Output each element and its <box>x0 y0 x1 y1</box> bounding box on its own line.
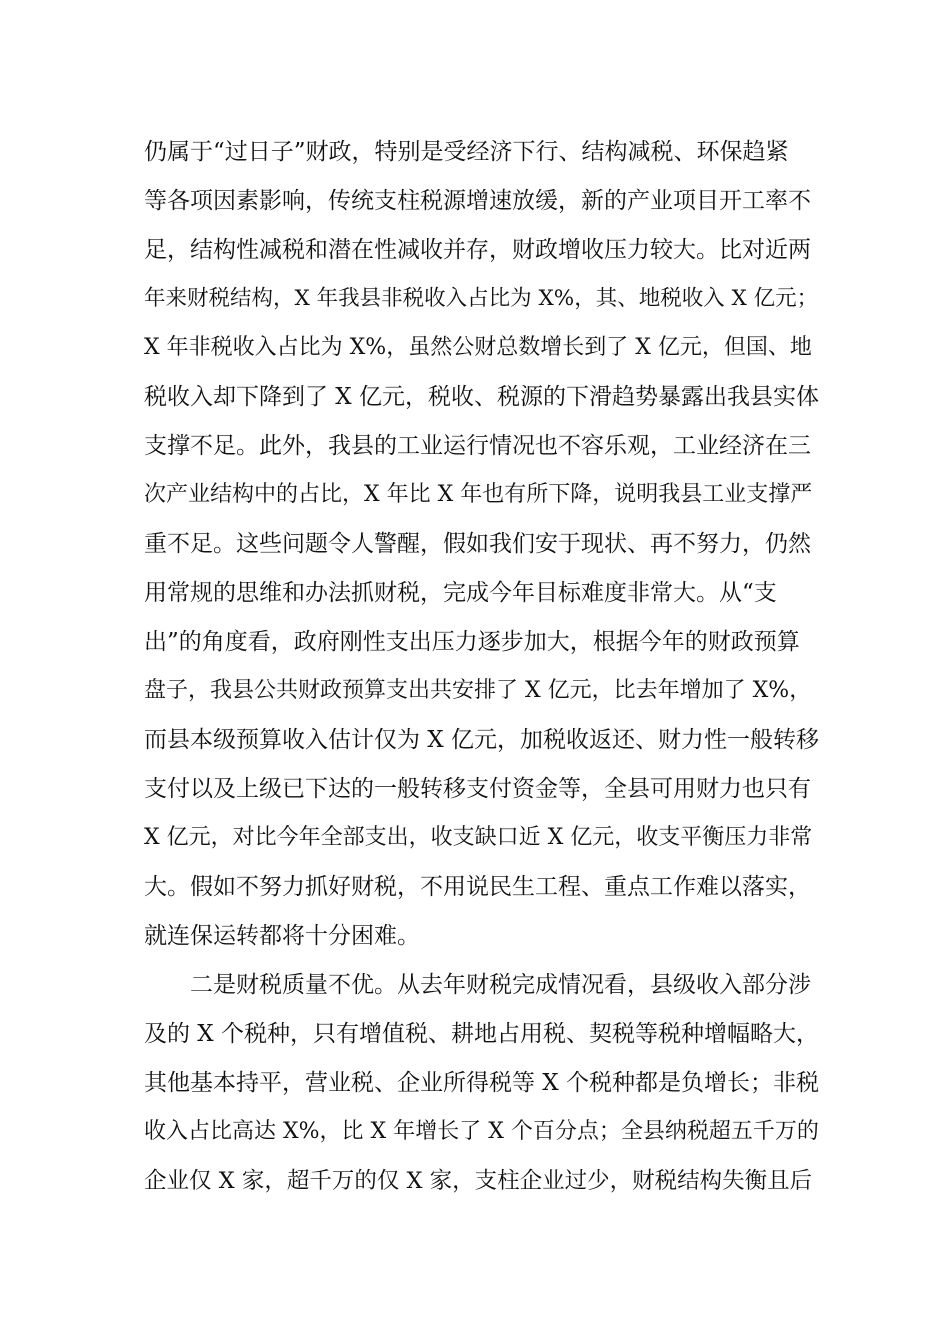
body-line: 大。假如不努力抓好财税，不用说民生工程、重点工作难以落实， <box>144 874 811 900</box>
body-line: 支付以及上级已下达的一般转移支付资金等，全县可用财力也只有 <box>144 776 811 802</box>
body-line: 次产业结构中的占比，X 年比 X 年也有所下降，说明我县工业支撑严 <box>144 482 813 507</box>
body-line: X 亿元，对比今年全部支出，收支缺口近 X 亿元，收支平衡压力非常 <box>144 825 813 850</box>
body-line: 收入占比高达 X%，比 X 年增长了 X 个百分点；全县纳税超五千万的 <box>144 1119 819 1144</box>
body-line: 年来财税结构，X 年我县非税收入占比为 X%，其、地税收入 X 亿元； <box>144 286 819 311</box>
body-line: 支撑不足。此外，我县的工业运行情况也不容乐观，工业经济在三 <box>144 433 811 459</box>
body-line: 二是财税质量不优。从去年财税完成情况看，县级收入部分涉 <box>190 972 811 998</box>
body-line: 出”的角度看，政府刚性支出压力逐步加大，根据今年的财政预算 <box>144 629 800 655</box>
body-line: 用常规的思维和办法抓财税，完成今年目标难度非常大。从“支 <box>144 580 777 606</box>
body-line: 足，结构性减税和潜在性减收并存，财政增收压力较大。比对近两 <box>144 237 811 263</box>
body-line: 其他基本持平，营业税、企业所得税等 X 个税种都是负增长；非税 <box>144 1070 819 1096</box>
body-line: 就连保运转都将十分困难。 <box>144 923 420 949</box>
body-line: 及的 X 个税种，只有增值税、耕地占用税、契税等税种增幅略大， <box>144 1021 819 1047</box>
body-line: 而县本级预算收入估计仅为 X 亿元，加税收返还、财力性一般转移 <box>144 727 819 753</box>
body-line: 重不足。这些问题令人警醒，假如我们安于现状、再不努力，仍然 <box>144 531 811 557</box>
body-line: 盘子，我县公共财政预算支出共安排了 X 亿元，比去年增加了 X%， <box>144 678 812 703</box>
body-line: 等各项因素影响，传统支柱税源增速放缓，新的产业项目开工率不 <box>144 188 811 214</box>
body-line: 企业仅 X 家，超千万的仅 X 家，支柱企业过少，财税结构失衡且后 <box>144 1168 813 1194</box>
body-line: 仍属于“过日子”财政，特别是受经济下行、结构减税、环保趋紧 <box>144 139 789 165</box>
body-line: 税收入却下降到了 X 亿元，税收、税源的下滑趋势暴露出我县实体 <box>144 384 819 410</box>
body-line: X 年非税收入占比为 X%，虽然公财总数增长到了 X 亿元，但国、地 <box>144 335 812 360</box>
